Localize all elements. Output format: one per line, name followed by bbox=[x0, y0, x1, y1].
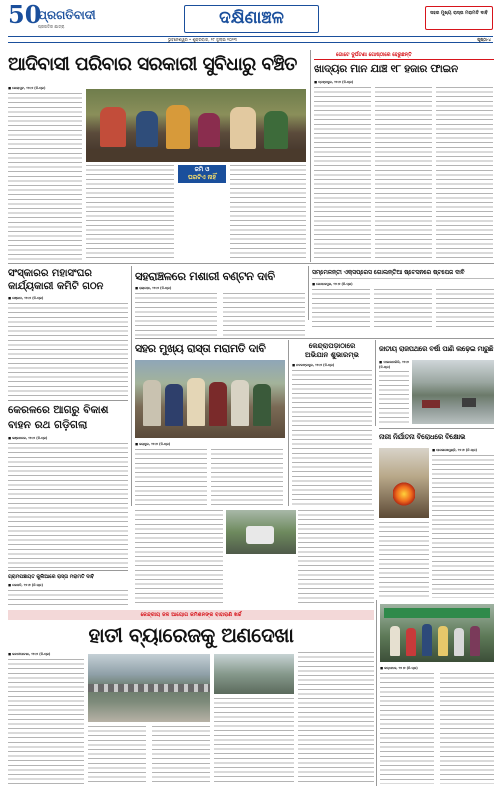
rain-byline: ■ ମାଲକାନଗିରି, ୨୭।୭ (ନି.ପ୍ର) bbox=[379, 360, 409, 369]
masthead bbox=[0, 0, 500, 46]
protest-byline: ■ ପାରଳାଖେମୁଣ୍ଡି, ୨୭।୭ (ନି.ପ୍ର) bbox=[432, 448, 477, 452]
lead-byline: ■ କୋରାପୁଟ, ୨୭।୭ (ନି.ପ୍ର) bbox=[8, 86, 46, 90]
lead-inset-box bbox=[178, 165, 226, 183]
assoc-byline: ■ ଗଞ୍ଜାମ, ୨୭।୭ (ନି.ପ୍ର) bbox=[8, 296, 44, 300]
protest-headline: ନାରୀ ନିର୍ଯାତନା ବିରୋଧରେ ବିକ୍ଷୋଭ bbox=[379, 433, 466, 441]
campaign-body-2 bbox=[135, 510, 223, 606]
kerala-headline-1: କେରଳରେ ଆଗରୁ ବିକାଶ bbox=[8, 404, 109, 416]
inset-line-1: ଜମି ଓ bbox=[194, 166, 210, 173]
bottom-right-byline: ■ କନ୍ଧମାଳ, ୨୭।୭ (ନି.ପ୍ର) bbox=[380, 666, 418, 670]
barrage-byline: ■ ଭବାନୀପାଟଣା, ୨୭।୭ (ନି.ପ୍ର) bbox=[8, 652, 51, 656]
date-bar bbox=[8, 36, 493, 43]
paper-name: ପ୍ରଗତିବାଦୀ bbox=[38, 8, 96, 22]
fine-kicker-bar bbox=[314, 50, 494, 60]
barrage-kicker: କେନ୍ଦ୍ରୀୟ ଜଳ ଆୟୋଗ କମିଶନଙ୍କ ବାହାରାଣି ଖର୍ଚ୍ଚ bbox=[140, 612, 242, 618]
protest-body bbox=[432, 448, 494, 598]
kerala-headline-2: ବାହନ ରଥ ଗଡ଼ିଗଲା bbox=[8, 419, 88, 431]
date-line: ଭୁବନେଶ୍ୱର • ଶୁକ୍ରବାର, ୨୮ ଜୁଲାଇ ୨୦୨୩ bbox=[168, 37, 238, 42]
rain-photo bbox=[412, 360, 494, 424]
gp-headline: ଗ୍ରାମପଞ୍ଚାୟତ କୁଲିଆରେ ରାସ୍ତା ମରାମତି ଦାବି bbox=[8, 574, 94, 580]
campaign-headline-1: କେନ୍ଦ୍ରାପଡ଼ାଠାରେ bbox=[308, 342, 356, 350]
express-headline: ସମ୍ମେଳନ୍ତୀ ଏକ୍ସପ୍ରେସ ଗୋଲନ୍ତିଆ ଷ୍ଟେସନରେ ଷ୍ଟପେଜ ଦାବି bbox=[312, 269, 465, 276]
campaign-headline-2: ଅଭିଯାନ ଶୁଭାରମ୍ଭ bbox=[305, 351, 359, 359]
gp-byline: ■ ଗଜପତି, ୨୭।୭ (ନି.ପ୍ର) bbox=[8, 583, 43, 587]
assoc-headline-1: ସଂସ୍କାରର ମହାସଂଘର bbox=[8, 268, 92, 279]
barrage-photo bbox=[88, 654, 210, 722]
protest-photo bbox=[379, 448, 429, 518]
lead-body-col2 bbox=[86, 165, 174, 261]
vehicle-photo bbox=[226, 510, 296, 554]
bottom-right-body bbox=[380, 666, 494, 784]
express-headline-bar bbox=[312, 266, 494, 279]
assoc-body bbox=[8, 296, 128, 396]
campaign-byline: ■ ନବରଙ୍ଗପୁର, ୨୭।୭ (ନି.ପ୍ର) bbox=[292, 363, 335, 367]
mosquito-byline: ■ ରାୟଗଡ଼ା, ୨୭।୭ (ନି.ପ୍ର) bbox=[135, 286, 172, 290]
barrage-body-col4 bbox=[298, 652, 374, 784]
lead-headline: ଆଦିବାସୀ ପରିବାର ସରକାରୀ ସୁବିଧାରୁ ବଞ୍ଚିତ bbox=[8, 54, 297, 75]
barrage-body-col3 bbox=[214, 698, 294, 784]
rain-headline: ଜାତୀୟ ରାଜପଥରେ ବର୍ଷା ପାଣି ଲଢ଼େଇ ମାରୁଛି bbox=[379, 345, 494, 353]
barrage-headline: ହାତୀ ବ୍ୟାରେଜକୁ ଅଣଦେଖା bbox=[88, 623, 294, 647]
road-headline: ସହର ମୁଖ୍ୟ ରାସ୍ତା ମରାମତି ଦାବି bbox=[135, 342, 266, 355]
barrage-photo-2 bbox=[214, 654, 294, 694]
mosquito-body bbox=[135, 286, 305, 336]
gp-body bbox=[8, 583, 128, 607]
paper-logo bbox=[8, 0, 128, 32]
express-body bbox=[312, 282, 494, 330]
rain-body bbox=[379, 360, 409, 426]
fine-body bbox=[314, 80, 494, 262]
logo-number: 50 bbox=[8, 0, 42, 29]
lead-body-col3 bbox=[230, 165, 306, 261]
kerala-byline: ■ ଭଞ୍ଜନଗର, ୨୭।୭ (ନି.ପ୍ର) bbox=[8, 436, 48, 440]
barrage-body-col2 bbox=[88, 726, 210, 784]
fine-byline: ■ ବ୍ରହ୍ମପୁର, ୨୭।୭ (ନି.ପ୍ର) bbox=[314, 80, 354, 84]
protest-body-2 bbox=[379, 522, 429, 598]
campaign-body-3 bbox=[298, 510, 374, 606]
section-title-box bbox=[184, 5, 319, 33]
barrage-kicker-bar bbox=[8, 610, 374, 620]
mosquito-headline: ସହରାଞ୍ଚଳରେ ମଶାରୀ ବଣ୍ଟନ ଦାବି bbox=[135, 269, 275, 283]
rally-photo bbox=[380, 604, 494, 662]
campaign-body bbox=[292, 363, 372, 506]
inset-line-2: ଘରଟିଏ ନାହିଁ bbox=[188, 174, 216, 181]
teaser-text: ସହର ମୁଖ୍ୟ ରାସ୍ତା ମରାମତି ଦାବି bbox=[430, 11, 488, 16]
road-photo bbox=[135, 360, 285, 438]
kerala-body bbox=[8, 436, 128, 568]
assoc-headline-2: କାର୍ଯ୍ୟକାରୀ କମିଟି ଗଠନ bbox=[8, 281, 104, 292]
road-byline: ■ ଜୟପୁର, ୨୭।୭ (ନି.ପ୍ର) bbox=[135, 442, 171, 446]
express-byline: ■ ଗୋପାଳପୁର, ୨୭।୭ (ନି.ପ୍ର) bbox=[312, 282, 353, 286]
fine-headline: ଖାଦ୍ୟର ମାନ ଯାଞ୍ଚ ୧୮ ହଜାର ଫାଇନ bbox=[314, 63, 458, 75]
lead-body-col1 bbox=[8, 86, 82, 261]
page-number: ପୃଷ୍ଠା-୪ bbox=[477, 37, 491, 42]
road-body bbox=[135, 442, 285, 506]
barrage-body-col1 bbox=[8, 652, 84, 784]
logo-subtitle: ପ୍ରଗତିର ଯାତ୍ରା bbox=[38, 24, 65, 29]
section-title: ଦକ୍ଷିଣାଞ୍ଚଳ bbox=[219, 8, 284, 28]
lead-photo bbox=[86, 89, 306, 162]
teaser-box bbox=[425, 6, 493, 30]
fine-kicker: ଗୋଟେ ଦୁର୍ଘଟଣା ଗୋଷ୍ଠୀରେ ହେରୁଛନ୍ତି bbox=[336, 52, 412, 58]
